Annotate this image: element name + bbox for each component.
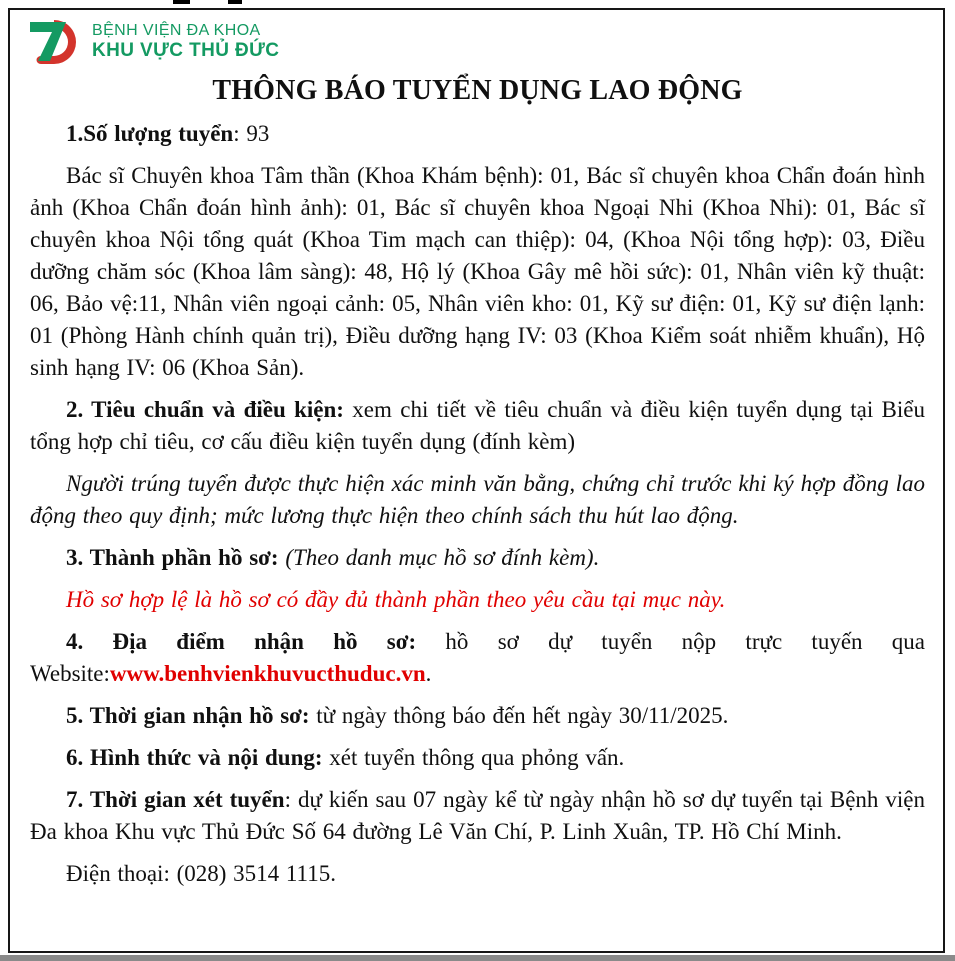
- section-1-label: 1.Số lượng tuyển: [66, 121, 234, 146]
- section-5-text: từ ngày thông báo đến hết ngày 30/11/2025.: [309, 703, 729, 728]
- section-6: [30, 742, 925, 774]
- hospital-logo: [30, 16, 925, 68]
- section-3: [30, 542, 925, 574]
- hospital-name-line1: BỆNH VIỆN ĐA KHOA: [92, 22, 261, 40]
- section-6-label: 6. Hình thức và nội dung:: [66, 745, 323, 770]
- hospital-name-line2: KHU VỰC THỦ ĐỨC: [92, 40, 280, 62]
- hospital-logo-mark: [30, 19, 82, 65]
- section-3-text: (Theo danh mục hồ sơ đính kèm).: [278, 545, 600, 570]
- scan-artifact: [228, 0, 242, 4]
- section-2-label: 2. Tiêu chuẩn và điều kiện:: [66, 397, 344, 422]
- website-link[interactable]: www.benhvienkhuvucthuduc.vn: [109, 661, 426, 686]
- page-edge-bar: [0, 955, 955, 961]
- section-5: [30, 700, 925, 732]
- section-6-text: xét tuyển thông qua phỏng vấn.: [322, 745, 625, 770]
- section-2: [30, 394, 925, 458]
- note-valid-dossier: Hồ sơ hợp lệ là hồ sơ có đầy đủ thành phần theo yêu cầu tại mục này.: [66, 587, 726, 612]
- section-1-value: : 93: [233, 121, 270, 146]
- hospital-name: [92, 22, 279, 61]
- section-1-heading: [30, 118, 925, 150]
- section-7-label: 7. Thời gian xét tuyển: [66, 787, 285, 812]
- section-2-text: xem chi tiết về tiêu chuẩn và điều kiện tuyển dụng tại Biểu tổng hợp chỉ tiêu, cơ cấu điều kiện tuyển dụng (đính kèm): [30, 397, 925, 454]
- phone-line: Điện thoại: (028) 3514 1115.: [66, 861, 336, 886]
- announcement-document: [8, 8, 945, 953]
- section-4-text: hồ sơ dự tuyển nộp trực tuyến qua Website:: [30, 629, 925, 686]
- note-verify: Người trúng tuyển được thực hiện xác minh văn bằng, chứng chỉ trước khi ký hợp đồng lao động theo quy định; mức lương thực hiện theo chính sách thu hút lao động.: [30, 471, 925, 528]
- section-1-detail: Bác sĩ Chuyên khoa Tâm thần (Khoa Khám bệnh): 01, Bác sĩ chuyên khoa Chẩn đoán hình ảnh (Khoa Chẩn đoán hình ảnh): 01, Bác sĩ chuyên khoa Ngoại Nhi (Khoa Nhi): 01, Bác sĩ chuyên khoa Nội tổng quát (Khoa Tim mạch can thiệp): 04, (Khoa Nội tổng hợp): 03, Điều dưỡng chăm sóc (Khoa lâm sàng): 48, Hộ lý (Khoa Gây mê hồi sức): 01, Nhân viên kỹ thuật: 06, Bảo vệ:11, Nhân viên ngoại cảnh: 05, Nhân viên kho: 01, Kỹ sư điện: 01, Kỹ sư điện lạnh: 01 (Phòng Hành chính quản trị), Điều dưỡng hạng IV: 03 (Khoa Kiểm soát nhiễm khuẩn), Hộ sinh hạng IV: 06 (Khoa Sản).: [30, 163, 925, 380]
- section-5-label: 5. Thời gian nhận hồ sơ:: [66, 703, 310, 728]
- section-4: [30, 626, 925, 690]
- scan-artifact: [173, 0, 190, 4]
- section-4-tail: .: [425, 661, 432, 686]
- section-7: [30, 784, 925, 848]
- section-7-text: : dự kiến sau 07 ngày kể từ ngày nhận hồ sơ dự tuyển tại Bệnh viện Đa khoa Khu vực Thủ Đức Số 64 đường Lê Văn Chí, P. Linh Xuân, TP. Hồ Chí Minh.: [30, 787, 926, 844]
- page-title: THÔNG BÁO TUYỂN DỤNG LAO ĐỘNG: [212, 75, 743, 106]
- section-4-label: 4. Địa điểm nhận hồ sơ:: [66, 629, 417, 654]
- section-3-label: 3. Thành phần hồ sơ:: [66, 545, 279, 570]
